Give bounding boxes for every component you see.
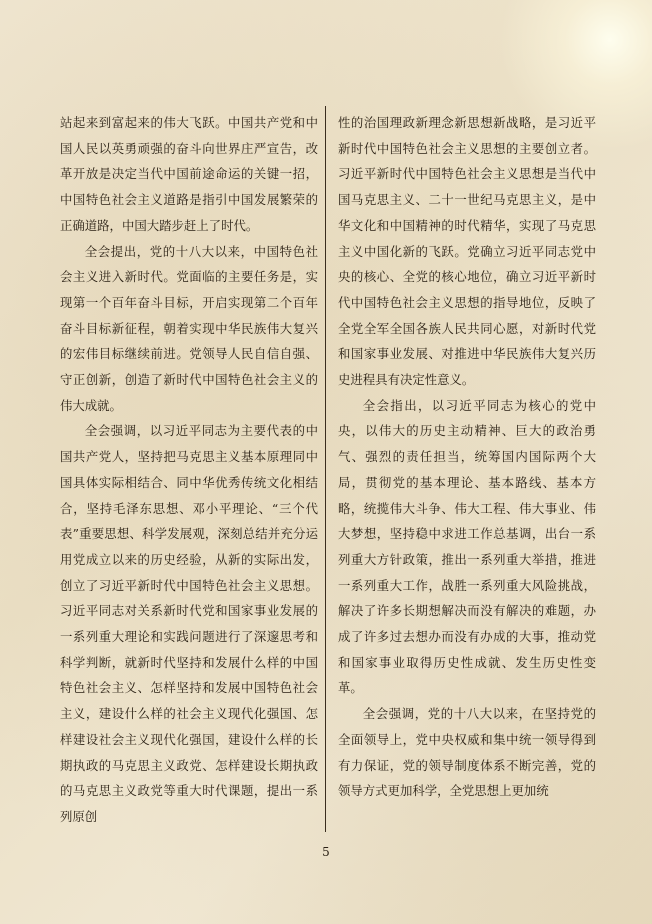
right-text-column (338, 110, 596, 804)
paragraph: 全会提出，党的十八大以来，中国特色社会主义进入新时代。党面临的主要任务是，实现第一个百年奋斗目标，开启实现第二个百年奋斗目标新征程，朝着实现中华民族伟大复兴的宏伟目标继续前进。党领导人民自信自强、守正创新，创造了新时代中国特色社会主义的伟大成就。 (60, 243, 318, 413)
left-text-column (60, 110, 318, 830)
page-number: 5 (322, 845, 330, 859)
paragraph-continued: 性的治国理政新理念新思想新战略，是习近平新时代中国特色社会主义思想的主要创立者。习近平新时代中国特色社会主义思想是当代中国马克思主义、二十一世纪马克思主义，是中华文化和中国精神的时代精华，实现了马克思主义中国化新的飞跃。党确立习近平同志党中央的核心、全党的核心地位，确立习近平新时代中国特色社会主义思想的指导地位，反映了全党全军全国各族人民共同心愿，对新时代党和国家事业发展、对推进中华民族伟大复兴历史进程具有决定性意义。 (338, 115, 596, 388)
column-divider (325, 106, 326, 832)
paragraph: 全会强调，党的十八大以来，在坚持党的全面领导上，党中央权威和集中统一领导得到有力保证，党的领导制度体系不断完善，党的领导方式更加科学，全党思想上更加统 (338, 706, 596, 799)
paragraph: 全会强调，以习近平同志为主要代表的中国共产党人，坚持把马克思主义基本原理同中国具体实际相结合、同中华优秀传统文化相结合，坚持毛泽东思想、邓小平理论、“三个代表”重要思想、科学发展观，深刻总结并充分运用党成立以来的历史经验，从新的实际出发，创立了习近平新时代中国特色社会主义思想。习近平同志对关系新时代党和国家事业发展的一系列重大理论和实践问题进行了深邃思考和科学判断，就新时代坚持和发展什么样的中国特色社会主义、怎样坚持和发展中国特色社会主义，建设什么样的社会主义现代化强国、怎样建设社会主义现代化强国，建设什么样的长期执政的马克思主义政党、怎样建设长期执政的马克思主义政党等重大时代课题，提出一系列原创 (60, 423, 318, 824)
paragraph-continued: 站起来到富起来的伟大飞跃。中国共产党和中国人民以英勇顽强的奋斗向世界庄严宣告，改革开放是决定当代中国前途命运的关键一招，中国特色社会主义道路是指引中国发展繁荣的正确道路，中国大踏步赶上了时代。 (60, 115, 318, 233)
paragraph: 全会指出，以习近平同志为核心的党中央，以伟大的历史主动精神、巨大的政治勇气、强烈的责任担当，统筹国内国际两个大局，贯彻党的基本理论、基本路线、基本方略，统揽伟大斗争、伟大工程、伟大事业、伟大梦想，坚持稳中求进工作总基调，出台一系列重大方针政策，推出一系列重大举措，推进一系列重大工作，战胜一系列重大风险挑战，解决了许多长期想解决而没有解决的难题，办成了许多过去想办而没有办成的大事，推动党和国家事业取得历史性成就、发生历史性变革。 (338, 397, 596, 696)
